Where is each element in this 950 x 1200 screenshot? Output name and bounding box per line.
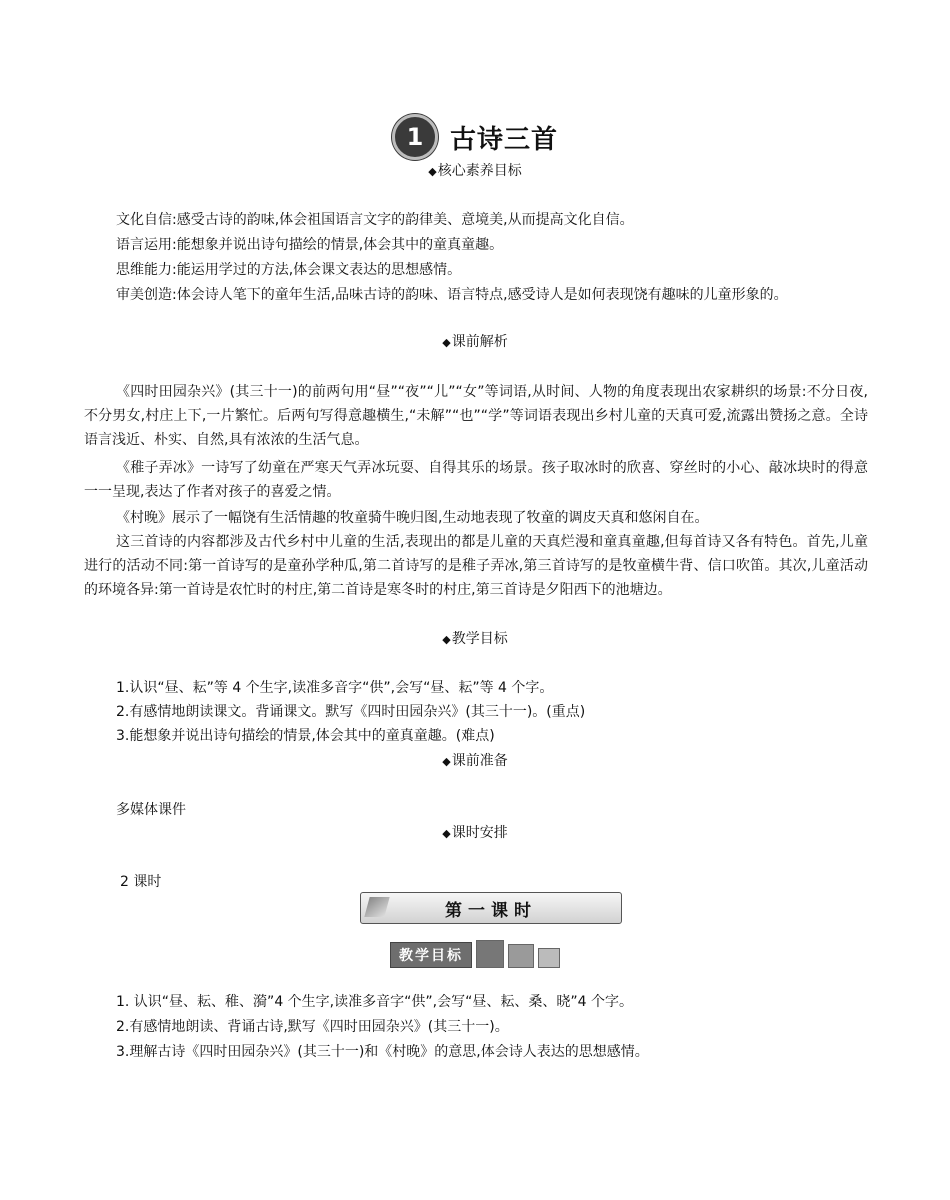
lesson-title	[0, 114, 950, 160]
lesson-number-badge: 1	[392, 114, 438, 160]
lesson-period-banner: 第一课时	[360, 892, 622, 924]
diamond-icon: ◆	[442, 827, 451, 840]
diamond-icon: ◆	[442, 633, 451, 646]
section-heading-preparation: ◆课前准备	[442, 753, 508, 769]
lesson-goal-2: 2.有感情地朗读、背诵古诗,默写《四时田园杂兴》(其三十一)。	[116, 1019, 509, 1035]
diamond-icon: ◆	[442, 336, 451, 349]
banner-decoration-icon	[364, 897, 389, 917]
analysis-paragraph-4: 这三首诗的内容都涉及古代乡村中儿童的生活,表现出的都是儿童的天真烂漫和童真童趣,但每首诗又各有特色。首先,儿童进行的活动不同:第一首诗写的是童孙学种瓜,第二首诗写的是稚子弄冰,第三首诗写的是牧童横牛背、信口吹笛。其次,儿童活动的环境各异:第一首诗是农忙时的村庄,第二首诗是寒冬时的村庄,第三首诗是夕阳西下的池塘边。	[84, 534, 868, 598]
teaching-goals-tag-row	[390, 940, 560, 968]
section-heading-teaching-goals: ◆教学目标	[442, 631, 508, 647]
section-heading-pre-analysis: ◆课前解析	[442, 334, 508, 350]
diamond-icon: ◆	[442, 755, 451, 768]
tag-square-decoration	[538, 948, 560, 968]
analysis-paragraph-2: 《稚子弄冰》一诗写了幼童在严寒天气弄冰玩耍、自得其乐的场景。孩子取冰时的欣喜、穿丝时的小心、敲冰块时的得意一一呈现,表达了作者对孩子的喜爱之情。	[84, 460, 868, 500]
diamond-icon: ◆	[428, 165, 437, 178]
core-goal-culture: 文化自信:感受古诗的韵味,体会祖国语言文字的韵律美、意境美,从而提高文化自信。	[116, 212, 634, 228]
teaching-goal-3: 3.能想象并说出诗句描绘的情景,体会其中的童真童趣。(难点)	[116, 728, 495, 744]
section-heading-core-goals: ◆核心素养目标	[428, 163, 522, 179]
core-goal-aesthetic: 审美创造:体会诗人笔下的童年生活,品味古诗的韵味、语言特点,感受诗人是如何表现饶有趣味的儿童形象的。	[116, 287, 788, 303]
section-heading-schedule: ◆课时安排	[442, 825, 508, 841]
teaching-goals-tag: 教学目标	[390, 942, 472, 968]
lesson-goal-1: 1. 认识“昼、耘、稚、漪”4 个生字,读准多音字“供”,会写“昼、耘、桑、晓”4 个字。	[116, 994, 633, 1010]
lesson-title-text: 古诗三首	[449, 124, 558, 155]
lesson-goal-3: 3.理解古诗《四时田园杂兴》(其三十一)和《村晚》的意思,体会诗人表达的思想感情。	[116, 1044, 649, 1060]
analysis-paragraph-3: 《村晚》展示了一幅饶有生活情趣的牧童骑牛晚归图,生动地表现了牧童的调皮天真和悠闲自在。	[116, 510, 709, 526]
teaching-goal-2: 2.有感情地朗读课文。背诵课文。默写《四时田园杂兴》(其三十一)。(重点)	[116, 704, 586, 720]
preparation-text: 多媒体课件	[116, 802, 186, 818]
schedule-text: 2 课时	[120, 874, 162, 890]
core-goal-thinking: 思维能力:能运用学过的方法,体会课文表达的思想感情。	[116, 262, 462, 278]
tag-square-decoration	[476, 940, 504, 968]
core-goal-language: 语言运用:能想象并说出诗句描绘的情景,体会其中的童真童趣。	[116, 237, 504, 253]
analysis-paragraph-1: 《四时田园杂兴》(其三十一)的前两句用“昼”“夜”“儿”“女”等词语,从时间、人物的角度表现出农家耕织的场景:不分日夜,不分男女,村庄上下,一片繁忙。后两句写得意趣横生,“未解”“也”“学”等词语表现出乡村儿童的天真可爱,流露出赞扬之意。全诗语言浅近、朴实、自然,具有浓浓的生活气息。	[84, 384, 868, 448]
teaching-goal-1: 1.认识“昼、耘”等 4 个生字,读准多音字“供”,会写“昼、耘”等 4 个字。	[116, 680, 554, 696]
tag-square-decoration	[508, 944, 534, 968]
